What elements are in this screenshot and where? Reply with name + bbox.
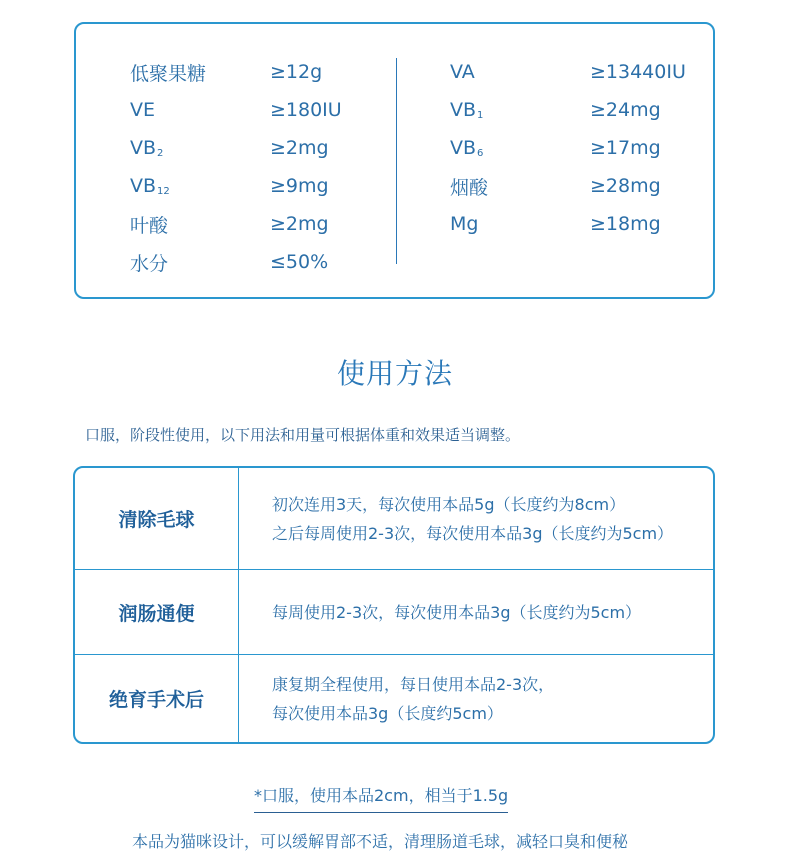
nutrition-row: [130, 129, 440, 167]
nutrition-row: [130, 91, 440, 129]
nutrition-row: [130, 167, 440, 205]
nutrition-row: [450, 167, 760, 205]
nutrient-value: ≥9mg: [270, 175, 329, 197]
nutrient-value: ≥28mg: [590, 175, 661, 197]
usage-description: [239, 655, 713, 742]
nutrient-value: ≥24mg: [590, 99, 661, 121]
nutrition-row: [450, 205, 760, 243]
nutrition-column-left: [130, 53, 440, 281]
nutrient-value: ≥180IU: [270, 99, 342, 121]
usage-row: [75, 654, 713, 742]
dosage-note: *口服，使用本品2cm，相当于1.5g: [254, 783, 508, 813]
nutrient-value: ≥18mg: [590, 213, 661, 235]
nutrition-row: [130, 53, 440, 91]
usage-line: 每周使用2-3次，每次使用本品3g（长度约为5cm）: [272, 602, 642, 622]
usage-row: [75, 468, 713, 569]
usage-intro: 口服，阶段性使用，以下用法和用量可根据体重和效果适当调整。: [85, 426, 521, 444]
nutrient-value: ≥2mg: [270, 213, 329, 235]
nutrition-row: [130, 243, 440, 281]
usage-label: 绝育手术后: [75, 655, 239, 742]
nutrient-name: 叶酸: [130, 214, 169, 237]
usage-line: 康复期全程使用，每日使用本品2-3次，: [272, 674, 555, 694]
usage-label: 清除毛球: [75, 468, 239, 569]
usage-line: 之后每周使用2-3次，每次使用本品3g（长度约为5cm）: [272, 523, 674, 543]
footer-text: 本品为猫咪设计，可以缓解胃部不适，清理肠道毛球，减轻口臭和便秘: [131, 832, 628, 851]
nutrition-row: [450, 129, 760, 167]
nutrient-value: ≥12g: [270, 61, 323, 83]
nutrient-name: $VB_{12}$: [130, 175, 170, 197]
section-title: 使用方法: [336, 357, 453, 390]
nutrient-name: $VB_2$: [130, 137, 164, 159]
usage-line: 每次使用本品3g（长度约5cm）: [272, 703, 503, 723]
nutrient-value: ≤50%: [270, 251, 329, 273]
column-divider: [396, 58, 397, 264]
nutrient-name: $VB_6$: [450, 137, 484, 159]
nutrient-value: ≥2mg: [270, 137, 329, 159]
usage-description: [239, 468, 713, 569]
usage-line: 初次连用3天，每次使用本品5g（长度约为8cm）: [272, 494, 626, 514]
nutrient-name: VE: [130, 99, 156, 121]
nutrient-name: $VB_1$: [450, 99, 484, 121]
nutrition-row: [450, 53, 760, 91]
usage-label: 润肠通便: [75, 570, 239, 654]
usage-row: [75, 569, 713, 654]
nutrition-row: [450, 91, 760, 129]
nutrient-name: 低聚果糖: [130, 62, 207, 85]
nutrient-name: 水分: [130, 252, 169, 275]
nutrient-name: VA: [450, 61, 475, 83]
nutrient-value: ≥13440IU: [590, 61, 686, 83]
nutrition-panel: [74, 22, 715, 299]
nutrient-name: Mg: [450, 213, 479, 235]
usage-table: [73, 466, 715, 744]
nutrition-column-right: [450, 53, 760, 243]
usage-description: [239, 570, 713, 654]
nutrition-row: [130, 205, 440, 243]
nutrient-name: 烟酸: [450, 176, 489, 199]
nutrient-value: ≥17mg: [590, 137, 661, 159]
